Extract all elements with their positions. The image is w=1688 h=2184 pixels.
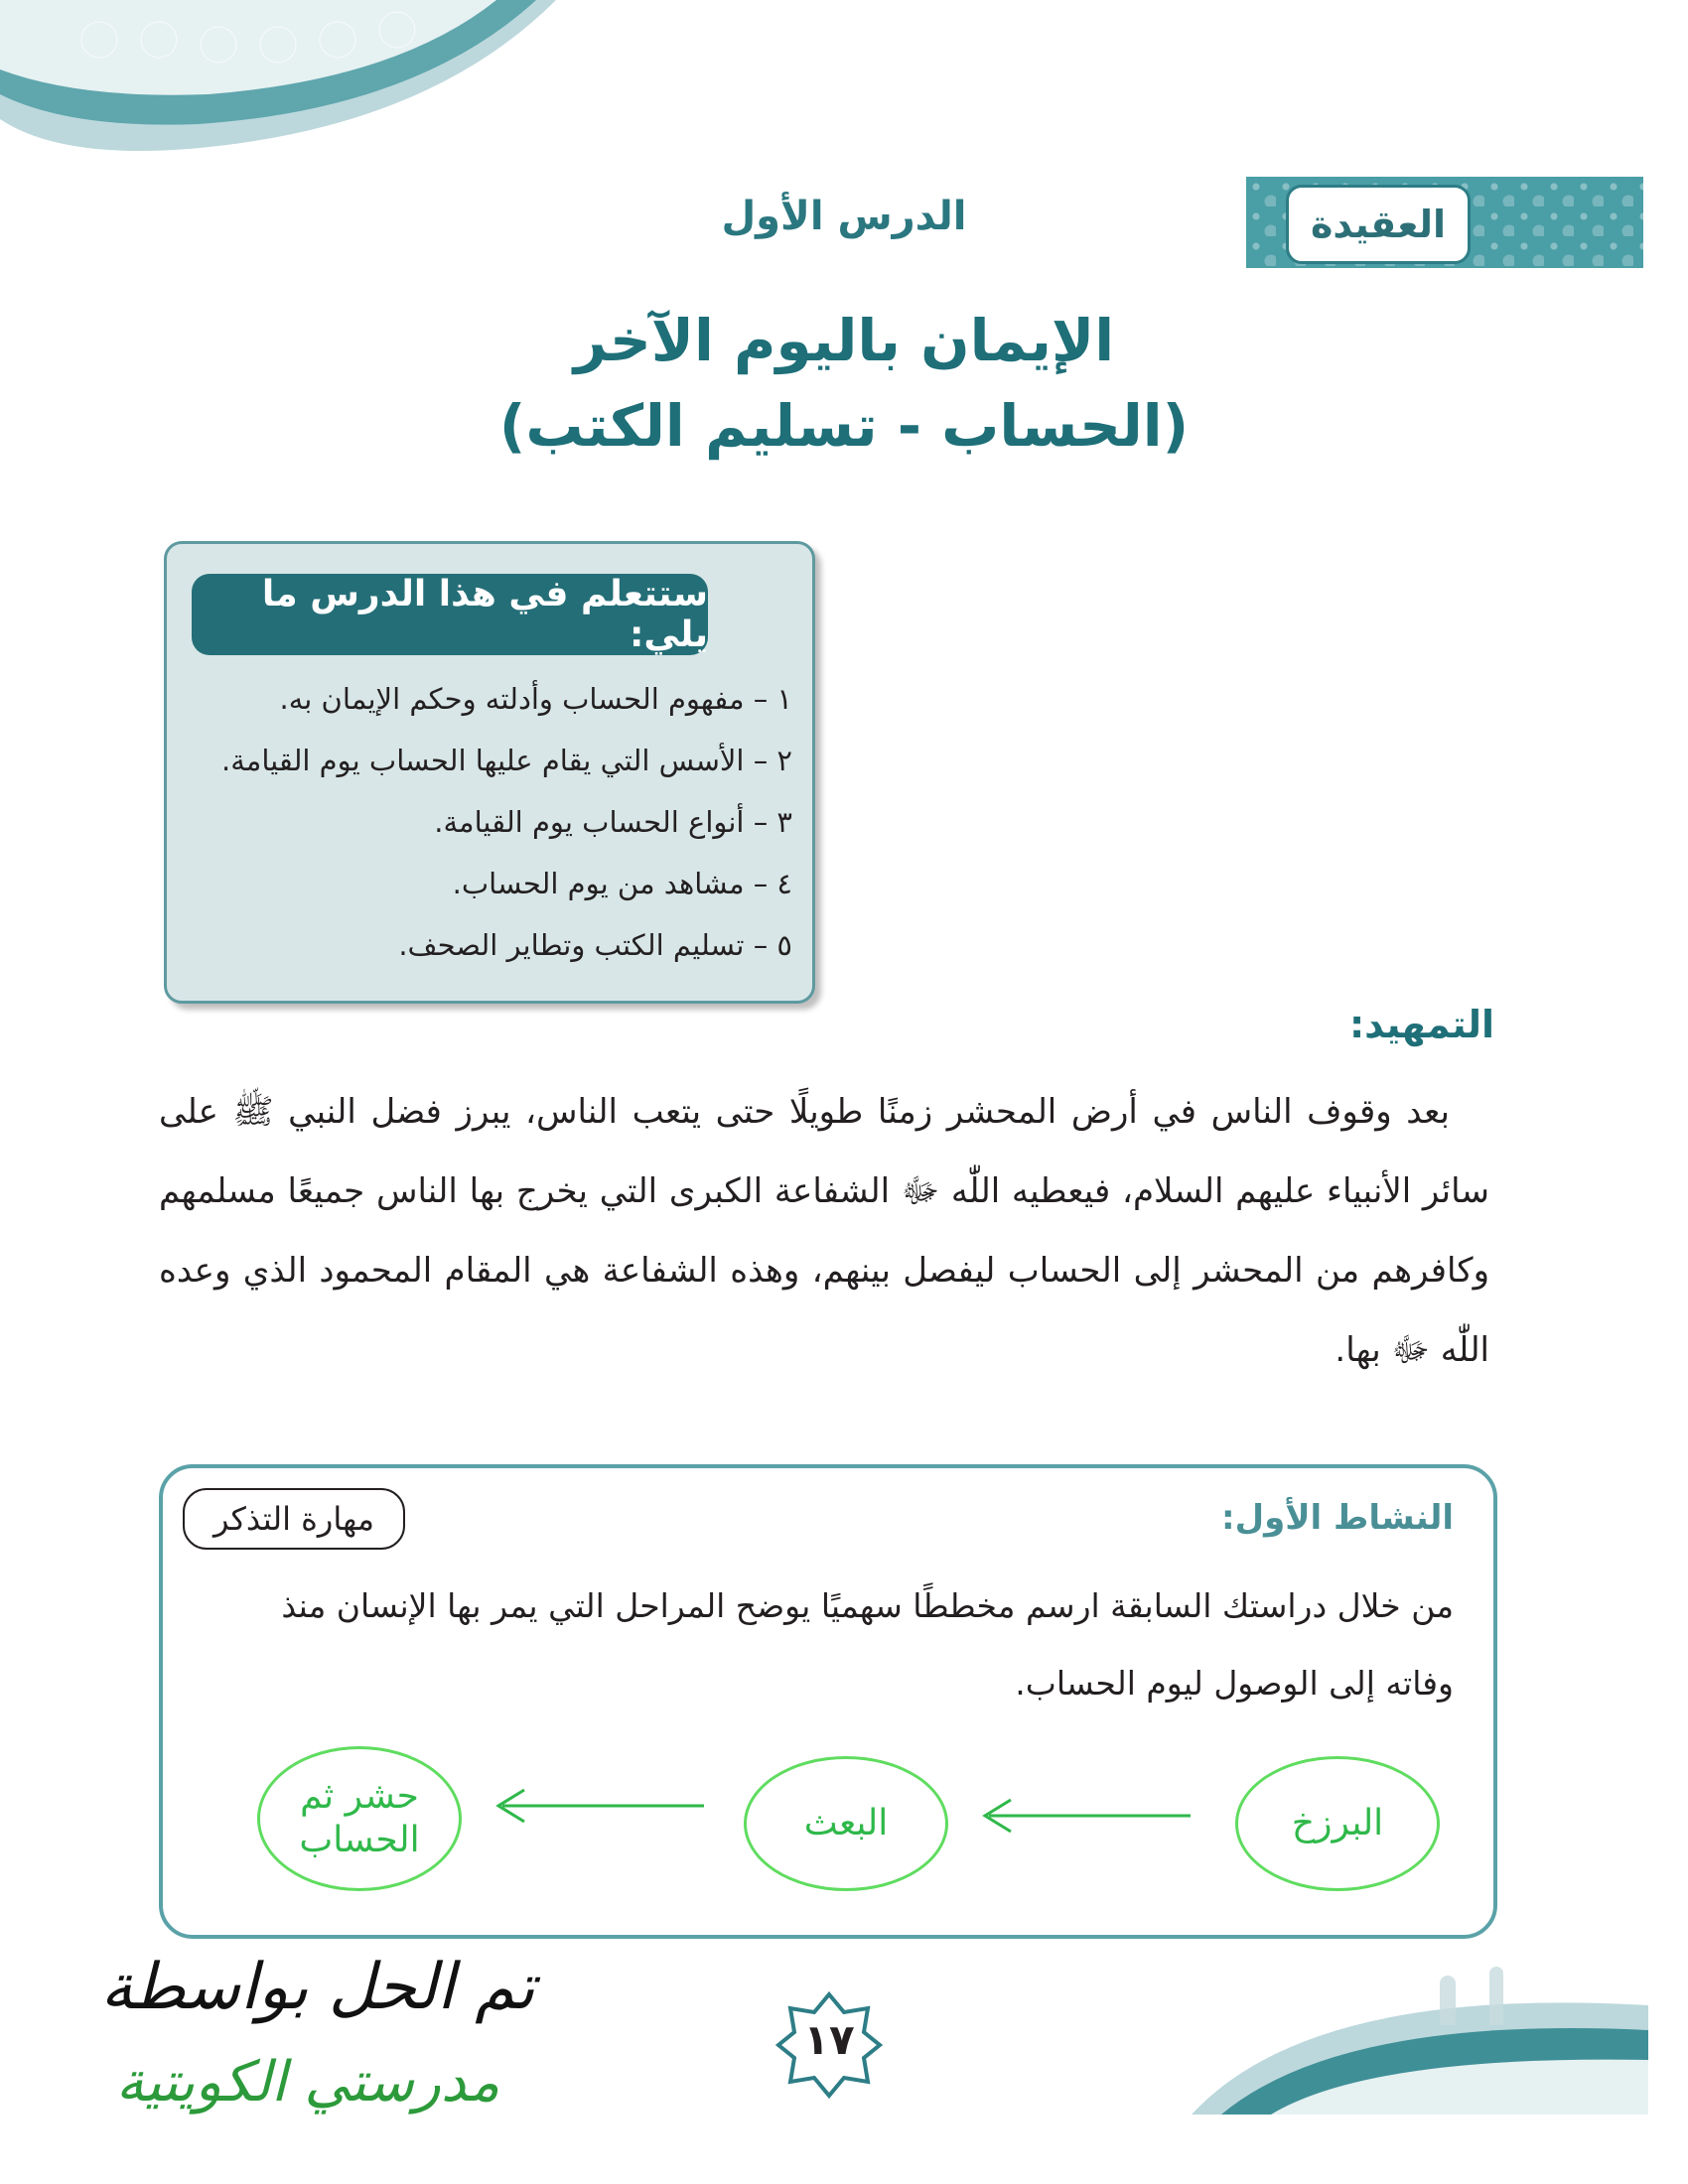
objectives-list: [197, 668, 792, 976]
lesson-label: الدرس الأول: [721, 194, 967, 239]
objective-item: ٤ – مشاهد من يوم الحساب.: [452, 867, 792, 900]
solved-by-note: تم الحل بواسطة: [100, 1951, 535, 2024]
arrow-left-icon: [977, 1796, 1196, 1836]
objective-item: ٥ – تسليم الكتب وتطاير الصحف.: [398, 928, 792, 962]
intro-paragraph: بعد وقوف الناس في أرض المحشر زمنًا طويلًا حتى يتعب الناس، يبرز فضل النبي ﷺ على سائر الأنبياء عليهم السلام، فيعطيه اللّٰه ﷻ الشفاعة الكبرى التي يخرج بها الناس جميعًا مسلمهم وكافرهم من المحشر إلى الحساب ليفصل بينهم، وهذه الشفاعة هي المقام المحمود الذي وعده اللّٰه ﷻ بها.: [159, 1092, 1489, 1370]
lesson-title-line-2: (الحساب - تسليم الكتب): [498, 392, 1190, 460]
stage-barzakh: البرزخ: [1235, 1756, 1440, 1891]
skill-badge: مهارة التذكر: [183, 1488, 405, 1550]
intro-heading: التمهيد:: [1348, 1003, 1494, 1046]
lesson-title: [298, 298, 1390, 469]
stage-resurrection: البعث: [744, 1756, 948, 1891]
stage-gathering-reckoning: حشر ثم الحساب: [257, 1746, 462, 1891]
objective-item: ٢ – الأسس التي يقام عليها الحساب يوم القيامة.: [221, 744, 792, 777]
activity-box: [159, 1464, 1497, 1939]
objective-item: ٣ – أنواع الحساب يوم القيامة.: [434, 805, 792, 839]
page-number: ١٧: [803, 2015, 855, 2064]
lesson-title-line-1: الإيمان باليوم الآخر: [573, 307, 1115, 374]
objectives-box: [164, 541, 815, 1004]
activity-title: النشاط الأول:: [1220, 1498, 1454, 1538]
subject-label: العقيدة: [1286, 185, 1471, 264]
objective-item: ١ – مفهوم الحساب وأدلته وحكم الإيمان به.: [279, 682, 792, 716]
subject-tab: [1246, 177, 1643, 268]
activity-prompt: من خلال دراستك السابقة ارسم مخططًا سهميًا يوضح المراحل التي يمر بها الإنسان منذ وفاته إلى الوصول ليوم الحساب.: [281, 1586, 1454, 1703]
school-name: مدرستي الكويتية: [115, 2050, 500, 2115]
arrow-left-icon: [491, 1786, 709, 1826]
bottom-decoration: [1192, 1946, 1648, 2115]
top-decoration: [0, 0, 556, 169]
objectives-heading: ستتعلم في هذا الدرس ما يلي:: [192, 574, 708, 655]
